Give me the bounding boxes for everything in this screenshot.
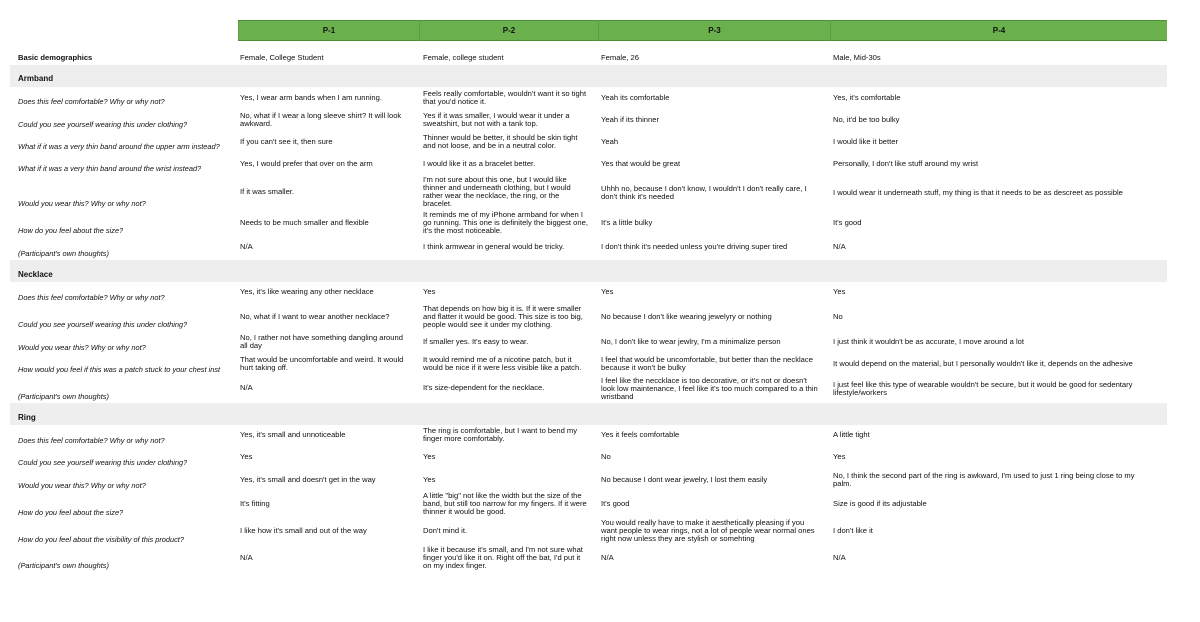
answer-cell: I just feel like this type of wearable wouldn't be secure, but it would be good for sedentary lifestyle/workers bbox=[833, 381, 1133, 397]
section-band-necklace bbox=[10, 260, 1167, 282]
question-label: (Participant's own thoughts) bbox=[18, 562, 109, 570]
demographics-p4: Male, Mid-30s bbox=[833, 54, 881, 62]
header-p2: P-2 bbox=[419, 20, 598, 41]
answer-cell: N/A bbox=[833, 554, 846, 562]
answer-cell: I feel like the neccklace is too decorative, or it's not or doesn't look low maintenance, I feel like it's too much compared to a thin wristband bbox=[601, 377, 818, 401]
answer-cell: N/A bbox=[833, 243, 846, 251]
answer-cell: I think armwear in general would be tricky. bbox=[423, 243, 565, 251]
answer-cell: Personally, I don't like stuff around my wrist bbox=[833, 160, 979, 168]
answer-cell: N/A bbox=[240, 243, 253, 251]
answer-cell: No, I rather not have something dangling around all day bbox=[240, 334, 403, 350]
answer-cell: I feel that would be uncomfortable, but better than the necklace because it won't be bulky bbox=[601, 356, 813, 372]
section-title-armband: Armband bbox=[18, 74, 54, 83]
question-label: Does this feel comfortable? Why or why not? bbox=[18, 98, 165, 106]
header-p3: P-3 bbox=[598, 20, 830, 41]
header-p4: P-4 bbox=[830, 20, 1167, 41]
answer-cell: No bbox=[601, 453, 611, 461]
answer-cell: Yes, I wear arm bands when I am running. bbox=[240, 94, 382, 102]
question-label: What if it was a very thin band around the wrist instead? bbox=[18, 165, 202, 173]
demographics-p2: Female, college student bbox=[423, 54, 504, 62]
answer-cell: No, what if I wear a long sleeve shirt? It will look awkward. bbox=[240, 112, 402, 128]
demographics-label: Basic demographics bbox=[18, 53, 93, 62]
answer-cell: Yes bbox=[240, 453, 253, 461]
answer-cell: Yes bbox=[423, 453, 436, 461]
question-label: Could you see yourself wearing this under clothing? bbox=[18, 459, 188, 467]
answer-cell: N/A bbox=[240, 554, 253, 562]
answer-cell: No, what if I want to wear another necklace? bbox=[240, 313, 390, 321]
answer-cell: I would like it as a bracelet better. bbox=[423, 160, 536, 168]
answer-cell: You would really have to make it aesthetically pleasing if you want people to wear rings, not a lot of people wear normal ones right now unless they are stylish or somehting bbox=[601, 519, 815, 543]
answer-cell: Yes, it's small and unnoticeable bbox=[240, 431, 346, 439]
answer-cell: Yes, it's small and doesn't get in the way bbox=[240, 476, 376, 484]
demographics-p1: Female, College Student bbox=[240, 54, 324, 62]
question-label: How do you feel about the size? bbox=[18, 227, 124, 235]
answer-cell: It would remind me of a nicotine patch, but it would be nice if it were less visible like a patch. bbox=[423, 356, 582, 372]
section-band-armband bbox=[10, 65, 1167, 87]
section-band-ring bbox=[10, 403, 1167, 425]
answer-cell: Yes it feels comfortable bbox=[601, 431, 680, 439]
answer-cell: I just think it wouldn't be as accurate, I move around a lot bbox=[833, 338, 1024, 346]
answer-cell: Thinner would be better, it should be skin tight and not loose, and be in a neutral color. bbox=[423, 134, 578, 150]
answer-cell: Yes if it was smaller, I would wear it under a sweatshirt, but not with a tank top. bbox=[423, 112, 570, 128]
section-title-ring: Ring bbox=[18, 413, 36, 422]
answer-cell: Size is good if its adjustable bbox=[833, 500, 927, 508]
answer-cell: No because I dont wear jewelry, I lost them easily bbox=[601, 476, 768, 484]
question-label: Does this feel comfortable? Why or why not? bbox=[18, 294, 165, 302]
answer-cell: I don't like it bbox=[833, 527, 873, 535]
answer-cell: The ring is comfortable, but I want to bend my finger more comfortably. bbox=[423, 427, 578, 443]
answer-cell: Yes bbox=[423, 476, 436, 484]
demographics-p3: Female, 26 bbox=[601, 54, 639, 62]
answer-cell: Yes that would be great bbox=[601, 160, 681, 168]
answer-cell: No, I think the second part of the ring is awkward, I'm used to just 1 ring being close to my palm. bbox=[833, 472, 1135, 488]
answer-cell: Yes, it's like wearing any other necklace bbox=[240, 288, 374, 296]
answer-cell: That would be uncomfortable and weird. It would hurt taking off. bbox=[240, 356, 404, 372]
question-label: How would you feel if this was a patch stuck to your chest inst bbox=[18, 366, 221, 374]
answer-cell: Needs to be much smaller and flexible bbox=[240, 219, 369, 227]
answer-cell: N/A bbox=[240, 384, 253, 392]
answer-cell: No, I don't like to wear jewlry, I'm a minimalize person bbox=[601, 338, 781, 346]
answer-cell: Yeah if its thinner bbox=[601, 116, 659, 124]
answer-cell: No bbox=[833, 313, 843, 321]
question-label: Would you wear this? Why or why not? bbox=[18, 200, 146, 208]
answer-cell: No because I don't like wearing jewelyry or nothing bbox=[601, 313, 772, 321]
answer-cell: I'm not sure about this one, but I would like thinner and underneath clothing, but I would rather wear the necklace, the ring, or the bracelet. bbox=[423, 176, 571, 208]
answer-cell: Don't mind it. bbox=[423, 527, 468, 535]
answer-cell: Yeah its comfortable bbox=[601, 94, 670, 102]
answer-cell: If it was smaller. bbox=[240, 188, 295, 196]
section-title-necklace: Necklace bbox=[18, 270, 53, 279]
answer-cell: If smaller yes. It's easy to wear. bbox=[423, 338, 529, 346]
answer-cell: I don't think it's needed unless you're driving super tired bbox=[601, 243, 788, 251]
answer-cell: A little tight bbox=[833, 431, 870, 439]
answer-cell: Yes bbox=[601, 288, 614, 296]
answer-cell: Feels really comfortable, wouldn't want it so tight that you'd notice it. bbox=[423, 90, 587, 106]
answer-cell: I would wear it underneath stuff, my thing is that it needs to be as descreet as possible bbox=[833, 189, 1123, 197]
answer-cell: Yes bbox=[833, 453, 846, 461]
answer-cell: It's fitting bbox=[240, 500, 270, 508]
question-label: How do you feel about the size? bbox=[18, 509, 124, 517]
answer-cell: I like how it's small and out of the way bbox=[240, 527, 367, 535]
question-label: What if it was a very thin band around the upper arm instead? bbox=[18, 143, 220, 151]
answer-cell: Yes, I would prefer that over on the arm bbox=[240, 160, 373, 168]
answer-cell: Yes bbox=[833, 288, 846, 296]
answer-cell: N/A bbox=[601, 554, 614, 562]
answer-cell: Yeah bbox=[601, 138, 619, 146]
answer-cell: It would depend on the material, but I personally wouldn't like it, depends on the adhesive bbox=[833, 360, 1133, 368]
question-label: (Participant's own thoughts) bbox=[18, 250, 109, 258]
answer-cell: A little "big" not like the width but the size of the band, but still too narrow for my fingers. If it were thinner it would be good. bbox=[423, 492, 587, 516]
header-p1: P-1 bbox=[238, 20, 419, 41]
question-label: Could you see yourself wearing this under clothing? bbox=[18, 121, 188, 129]
answer-cell: I would like it better bbox=[833, 138, 898, 146]
answer-cell: Yes, it's comfortable bbox=[833, 94, 901, 102]
answer-cell: No, it'd be too bulky bbox=[833, 116, 900, 124]
answer-cell: It's good bbox=[601, 500, 630, 508]
question-label: Would you wear this? Why or why not? bbox=[18, 482, 146, 490]
answer-cell: That depends on how big it is. If it were smaller and flatter it would be good. This size is too big, people would see it under my clothing. bbox=[423, 305, 583, 329]
answer-cell: It's size-dependent for the necklace. bbox=[423, 384, 545, 392]
answer-cell: It reminds me of my iPhone armband for when I go running. This one is definitely the biggest one, it's the most noticeable. bbox=[423, 211, 588, 235]
answer-cell: If you can't see it, then sure bbox=[240, 138, 333, 146]
answer-cell: It's a little bulky bbox=[601, 219, 653, 227]
question-label: Does this feel comfortable? Why or why not? bbox=[18, 437, 165, 445]
answer-cell: I like it because it's small, and I'm not sure what finger you'd like it on. Right off the bat, I'd put it on my index finger. bbox=[423, 546, 583, 570]
question-label: (Participant's own thoughts) bbox=[18, 393, 109, 401]
question-label: Would you wear this? Why or why not? bbox=[18, 344, 146, 352]
question-label: How do you feel about the visibility of this product? bbox=[18, 536, 184, 544]
answer-cell: It's good bbox=[833, 219, 862, 227]
question-label: Could you see yourself wearing this under clothing? bbox=[18, 321, 188, 329]
answer-cell: Yes bbox=[423, 288, 436, 296]
answer-cell: Uhhh no, because I don't know, I wouldn't I don't really care, I don't think it's needed bbox=[601, 185, 807, 201]
